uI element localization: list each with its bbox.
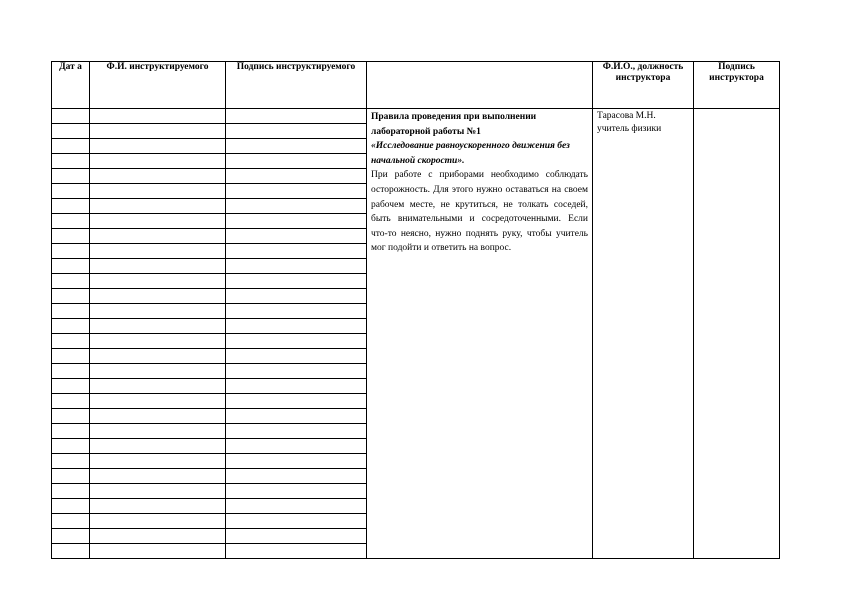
sign-trainee-cell[interactable] — [226, 364, 367, 379]
header-fio-trainee: Ф.И. инструктируемого — [90, 62, 226, 109]
date-cell[interactable] — [52, 319, 90, 334]
sign-trainee-cell[interactable] — [226, 529, 367, 544]
date-cell[interactable] — [52, 124, 90, 139]
date-cell[interactable] — [52, 304, 90, 319]
header-topic — [367, 62, 593, 109]
date-cell[interactable] — [52, 169, 90, 184]
fio-trainee-cell[interactable] — [90, 304, 226, 319]
fio-trainee-cell[interactable] — [90, 469, 226, 484]
fio-trainee-cell[interactable] — [90, 349, 226, 364]
fio-trainee-cell[interactable] — [90, 154, 226, 169]
sign-trainee-cell[interactable] — [226, 124, 367, 139]
sign-trainee-cell[interactable] — [226, 139, 367, 154]
rules-work-name: «Исследование равноускоренного движения без начальной скорости». — [371, 141, 570, 166]
fio-trainee-cell[interactable] — [90, 259, 226, 274]
date-cell[interactable] — [52, 289, 90, 304]
date-cell[interactable] — [52, 244, 90, 259]
fio-trainee-cell[interactable] — [90, 184, 226, 199]
sign-trainee-cell[interactable] — [226, 244, 367, 259]
instructor-position: учитель физики — [597, 124, 662, 134]
fio-trainee-cell[interactable] — [90, 379, 226, 394]
date-cell[interactable] — [52, 199, 90, 214]
rules-title: Правила проведения при выполнении лабораторной работы №1 — [371, 112, 537, 137]
sign-trainee-cell[interactable] — [226, 304, 367, 319]
sign-trainee-cell[interactable] — [226, 454, 367, 469]
fio-trainee-cell[interactable] — [90, 529, 226, 544]
sign-trainee-cell[interactable] — [226, 154, 367, 169]
header-row — [52, 62, 780, 109]
briefing-journal-table — [51, 61, 780, 559]
fio-trainee-cell[interactable] — [90, 499, 226, 514]
fio-trainee-cell[interactable] — [90, 514, 226, 529]
fio-trainee-cell[interactable] — [90, 289, 226, 304]
sign-trainee-cell[interactable] — [226, 229, 367, 244]
fio-trainee-cell[interactable] — [90, 274, 226, 289]
date-cell[interactable] — [52, 514, 90, 529]
sign-trainee-cell[interactable] — [226, 424, 367, 439]
date-cell[interactable] — [52, 544, 90, 559]
fio-trainee-cell[interactable] — [90, 439, 226, 454]
date-cell[interactable] — [52, 259, 90, 274]
sign-trainee-cell[interactable] — [226, 184, 367, 199]
sign-trainee-cell[interactable] — [226, 499, 367, 514]
fio-trainee-cell[interactable] — [90, 124, 226, 139]
fio-trainee-cell[interactable] — [90, 214, 226, 229]
date-cell[interactable] — [52, 409, 90, 424]
date-cell[interactable] — [52, 484, 90, 499]
sign-trainee-cell[interactable] — [226, 199, 367, 214]
fio-trainee-cell[interactable] — [90, 424, 226, 439]
fio-trainee-cell[interactable] — [90, 334, 226, 349]
date-cell[interactable] — [52, 214, 90, 229]
fio-trainee-cell[interactable] — [90, 169, 226, 184]
sign-trainee-cell[interactable] — [226, 334, 367, 349]
fio-trainee-cell[interactable] — [90, 544, 226, 559]
sign-trainee-cell[interactable] — [226, 379, 367, 394]
date-cell[interactable] — [52, 499, 90, 514]
table-row — [52, 109, 780, 124]
date-cell[interactable] — [52, 274, 90, 289]
instructor-name: Тарасова М.Н. — [597, 111, 656, 121]
date-cell[interactable] — [52, 454, 90, 469]
date-cell[interactable] — [52, 139, 90, 154]
sign-trainee-cell[interactable] — [226, 109, 367, 124]
date-cell[interactable] — [52, 184, 90, 199]
fio-trainee-cell[interactable] — [90, 109, 226, 124]
date-cell[interactable] — [52, 529, 90, 544]
rules-body: При работе с приборами необходимо соблюдать осторожность. Для этого нужно оставаться на своем рабочем месте, не крутиться, не толкать соседей, быть внимательными и сосредоточенными. Если что-то неясно, нужно поднять руку, чтобы учитель мог подойти и ответить на вопрос. — [371, 170, 588, 254]
sign-trainee-cell[interactable] — [226, 394, 367, 409]
sign-trainee-cell[interactable] — [226, 259, 367, 274]
fio-trainee-cell[interactable] — [90, 139, 226, 154]
date-cell[interactable] — [52, 424, 90, 439]
instructor-sign-cell[interactable] — [694, 109, 780, 559]
fio-trainee-cell[interactable] — [90, 394, 226, 409]
fio-trainee-cell[interactable] — [90, 229, 226, 244]
fio-trainee-cell[interactable] — [90, 454, 226, 469]
sign-trainee-cell[interactable] — [226, 544, 367, 559]
sign-trainee-cell[interactable] — [226, 169, 367, 184]
date-cell[interactable] — [52, 379, 90, 394]
sign-trainee-cell[interactable] — [226, 319, 367, 334]
sign-trainee-cell[interactable] — [226, 469, 367, 484]
date-cell[interactable] — [52, 469, 90, 484]
fio-trainee-cell[interactable] — [90, 244, 226, 259]
sign-trainee-cell[interactable] — [226, 439, 367, 454]
header-fio-instructor: Ф.И.О., должность инструктора — [593, 62, 694, 109]
sign-trainee-cell[interactable] — [226, 484, 367, 499]
date-cell[interactable] — [52, 334, 90, 349]
date-cell[interactable] — [52, 394, 90, 409]
instructor-cell — [593, 109, 694, 559]
sign-trainee-cell[interactable] — [226, 514, 367, 529]
sign-trainee-cell[interactable] — [226, 409, 367, 424]
sign-trainee-cell[interactable] — [226, 274, 367, 289]
sign-trainee-cell[interactable] — [226, 289, 367, 304]
date-cell[interactable] — [52, 154, 90, 169]
header-date: Дат а — [52, 62, 90, 109]
sign-trainee-cell[interactable] — [226, 349, 367, 364]
header-sign-instructor: Подпись инструктора — [694, 62, 780, 109]
date-cell[interactable] — [52, 364, 90, 379]
fio-trainee-cell[interactable] — [90, 409, 226, 424]
rules-cell — [367, 109, 593, 559]
fio-trainee-cell[interactable] — [90, 364, 226, 379]
sign-trainee-cell[interactable] — [226, 214, 367, 229]
fio-trainee-cell[interactable] — [90, 484, 226, 499]
fio-trainee-cell[interactable] — [90, 319, 226, 334]
date-cell[interactable] — [52, 229, 90, 244]
date-cell[interactable] — [52, 109, 90, 124]
date-cell[interactable] — [52, 439, 90, 454]
header-sign-trainee: Подпись инструктируемого — [226, 62, 367, 109]
date-cell[interactable] — [52, 349, 90, 364]
journal-page — [51, 61, 779, 559]
fio-trainee-cell[interactable] — [90, 199, 226, 214]
